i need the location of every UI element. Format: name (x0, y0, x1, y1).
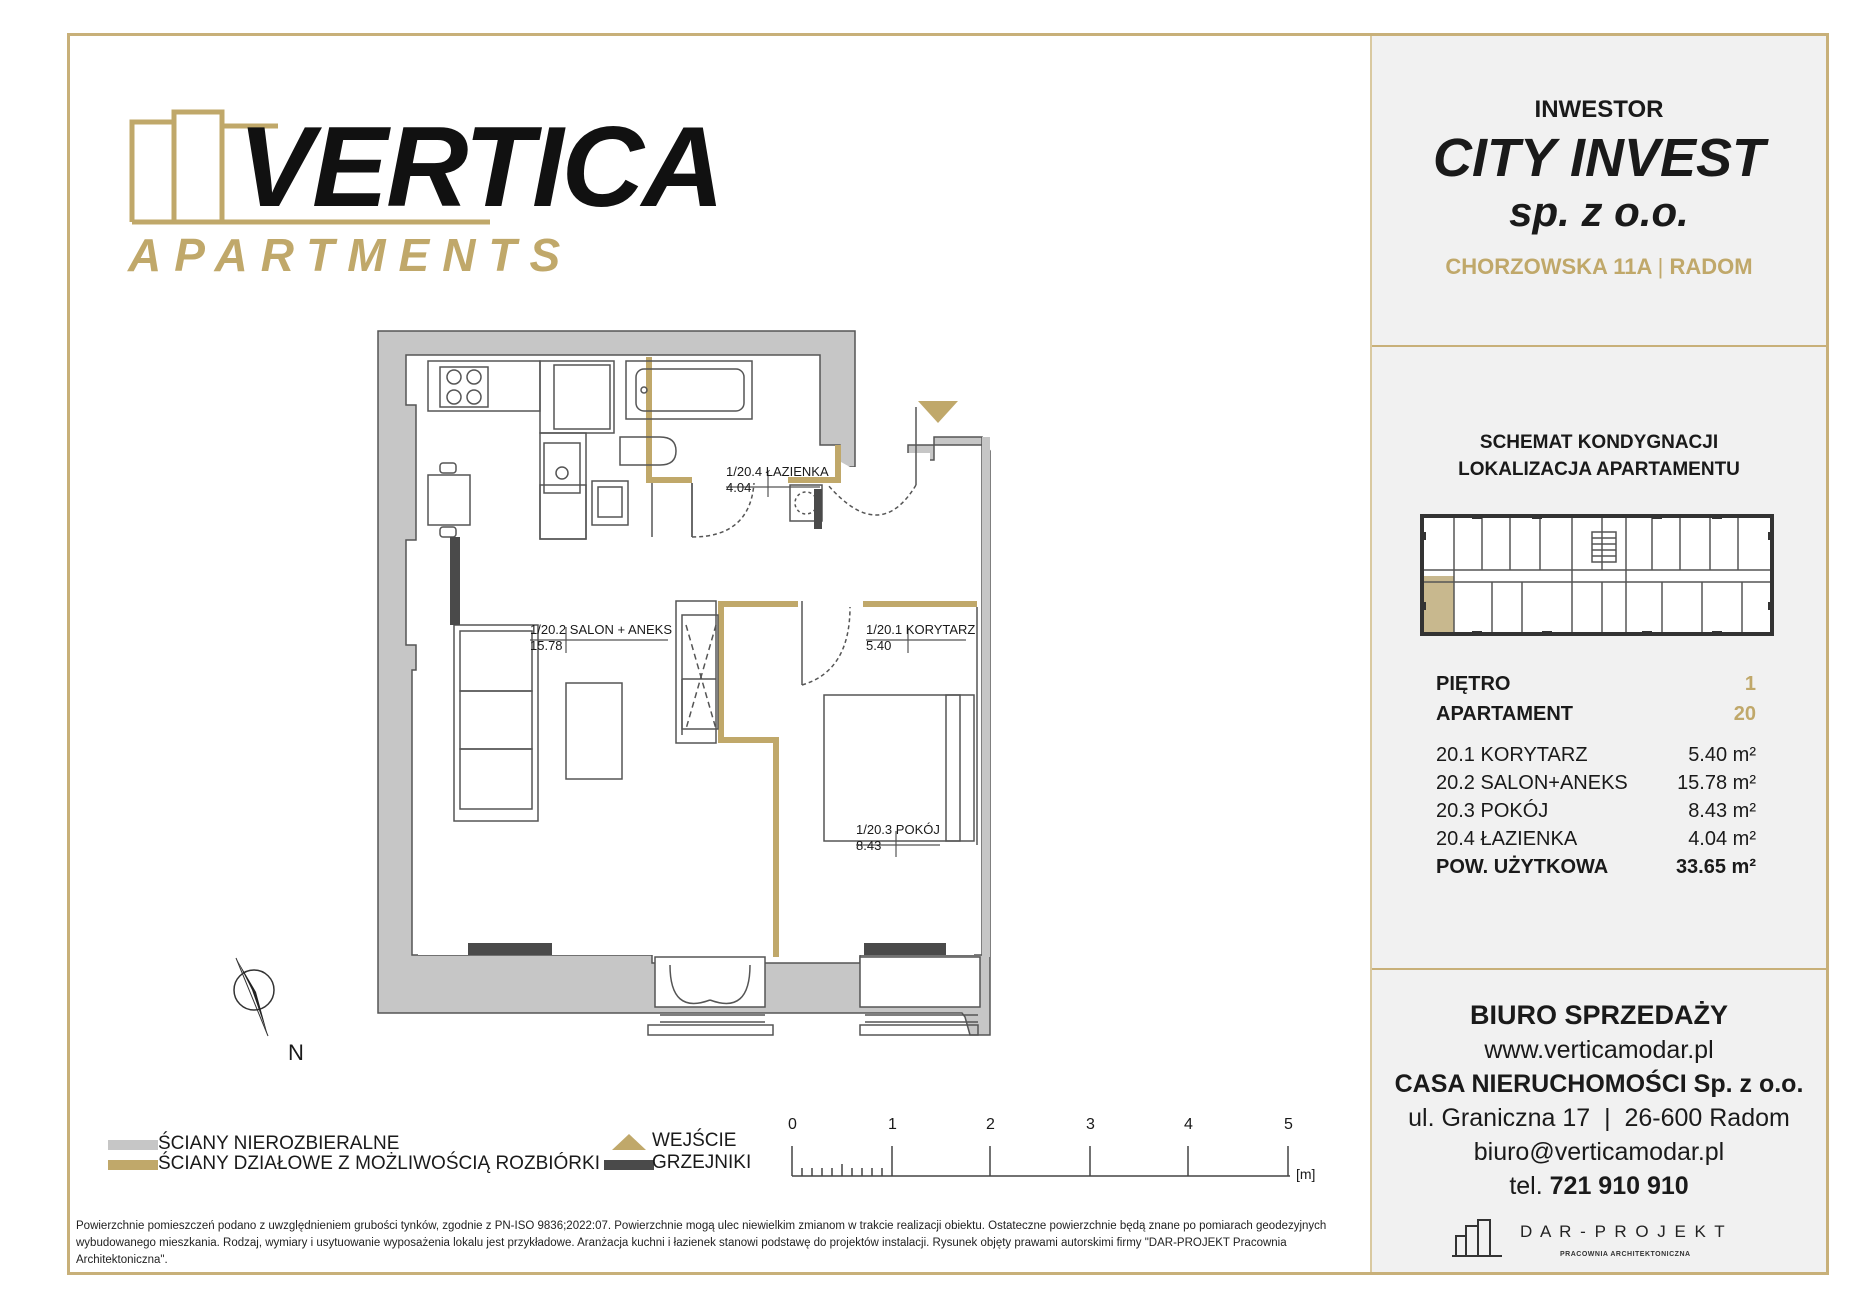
legend-entrance-icon (608, 1132, 650, 1152)
room-code: 1/20.3 (856, 822, 893, 837)
legend-entrance: WEJŚCIE (652, 1130, 737, 1151)
scale-tick-label: 5 (1284, 1116, 1293, 1133)
apartment-row (1436, 703, 1756, 731)
investor-company-form: sp. z o.o. (1509, 188, 1689, 235)
legend-removable-walls: ŚCIANY DZIAŁOWE Z MOŻLIWOŚCIĄ ROZBIÓRKI (158, 1153, 600, 1174)
apartment-highlight (1424, 576, 1454, 632)
room-row (1436, 772, 1756, 800)
room-name: KORYTARZ (905, 622, 976, 637)
logo-subtitle: APARTMENTS (128, 229, 574, 281)
phone-number[interactable]: 721 910 910 (1549, 1172, 1689, 1200)
floor-label: PIĘTRO (1436, 673, 1511, 695)
dar-projekt-logo-icon (1452, 1218, 1506, 1258)
floor-plan (370, 325, 1070, 1045)
scale-tick-label: 2 (986, 1116, 995, 1133)
sales-company: CASA NIERUCHOMOŚCI Sp. z o.o. (1394, 1070, 1804, 1098)
panel-divider-1 (1372, 345, 1826, 347)
investor-label: INWESTOR (1534, 96, 1664, 123)
room-label-corridor (866, 622, 975, 654)
room-code: 1/20.4 (726, 464, 763, 479)
investor-company: CITY INVEST (1432, 128, 1766, 188)
scale-unit: [m] (1296, 1166, 1316, 1182)
address-street: CHORZOWSKA 11A (1445, 254, 1652, 279)
apartment-label: APARTAMENT (1436, 703, 1574, 725)
room-label: 20.3 POKÓJ (1436, 800, 1549, 822)
room-name: ŁAZIENKA (765, 464, 829, 479)
sales-address: ul. Graniczna 17 | 26-600 Radom (1408, 1104, 1790, 1132)
scale-tick-label: 1 (888, 1116, 897, 1133)
room-name: POKÓJ (895, 822, 940, 837)
scale-tick-label: 4 (1184, 1116, 1193, 1133)
room-area: 5.40 m² (1688, 744, 1756, 766)
investor-address (1372, 254, 1826, 280)
dar-projekt-name: D A R - P R O J E K T (1520, 1222, 1727, 1241)
panel-divider-2 (1372, 968, 1826, 970)
floor-schema (1412, 512, 1780, 640)
north-compass-icon (222, 948, 296, 1048)
room-area: 8.43 (856, 838, 882, 853)
address-separator: | (1657, 254, 1664, 279)
entrance-marker (918, 401, 958, 423)
room-label-room (856, 822, 940, 854)
legend-radiator-swatch (604, 1160, 654, 1170)
room-area: 8.43 m² (1688, 800, 1756, 822)
north-label: N (288, 1040, 304, 1065)
total-area: 33.65 m² (1675, 856, 1756, 878)
scale-bar (790, 1146, 1300, 1180)
room-label: 20.1 KORYTARZ (1436, 744, 1588, 766)
room-label: 20.2 SALON+ANEKS (1436, 772, 1628, 794)
room-code: 1/20.1 (866, 622, 903, 637)
legend-fixed-wall-swatch (108, 1140, 158, 1150)
room-name: SALON + ANEKS (569, 622, 673, 637)
sales-phone-line (1372, 1172, 1826, 1201)
floor-value: 1 (1744, 673, 1756, 695)
dar-projekt-subtitle: PRACOWNIA ARCHITEKTONICZNA (1560, 1251, 1691, 1258)
sales-title: BIURO SPRZEDAŻY (1469, 1000, 1729, 1030)
total-row (1436, 856, 1756, 884)
address-city: RADOM (1669, 254, 1753, 279)
room-row (1436, 744, 1756, 772)
room-row (1436, 828, 1756, 856)
scale-tick-label: 3 (1086, 1116, 1095, 1133)
legend-fixed-walls: ŚCIANY NIEROZBIERALNE (158, 1133, 400, 1154)
disclaimer-text: Powierzchnie pomieszczeń podano z uwzględnieniem grubości tynków, zgodnie z PN-ISO 9836;2022:07. Powierzchnie mogą ulec niewielkim zmianom w trakcie realizacji obiektu. Ostateczne powierzchnie będą znane po pomiarach geodezyjnych wybudowanego mieszkania. Rodzaj, wymiary i usytuowanie wyposażenia lokalu jest przykładowe. Aranżacja kuchni i łazienek stanowi podstawę do projektów instalacji. Rysunek objęty prawami autorskimi firmy "DAR-PROJEKT Pracownia Architektoniczna". (76, 1220, 1327, 1266)
schema-subtitle: LOKALIZACJA APARTAMENTU (1458, 459, 1740, 480)
legend-removable-wall-swatch (108, 1160, 158, 1170)
room-area: 15.78 (530, 638, 563, 653)
room-label-bathroom (726, 464, 829, 496)
schema-title: SCHEMAT KONDYGNACJI (1479, 432, 1719, 453)
room-row (1436, 800, 1756, 828)
room-area: 4.04 (726, 480, 752, 495)
scale-ticks (788, 1116, 1308, 1146)
sales-website[interactable]: www.verticamodar.pl (1484, 1036, 1714, 1064)
legend-radiators: GRZEJNIKI (652, 1152, 752, 1173)
room-area: 5.40 (866, 638, 892, 653)
room-label: 20.4 ŁAZIENKA (1436, 828, 1578, 850)
total-label: POW. UŻYTKOWA (1436, 856, 1609, 878)
phone-label: tel. (1509, 1172, 1543, 1200)
apartment-value: 20 (1733, 703, 1756, 725)
logo-wordmark: VERTICA (238, 104, 723, 231)
room-code: 1/20.2 (530, 622, 567, 637)
sales-email[interactable]: biuro@verticamodar.pl (1473, 1138, 1725, 1166)
floor-row (1436, 673, 1756, 701)
room-area: 15.78 m² (1677, 772, 1756, 794)
room-area: 4.04 m² (1688, 828, 1756, 850)
scale-tick-label: 0 (788, 1116, 797, 1133)
room-label-living (530, 622, 672, 654)
